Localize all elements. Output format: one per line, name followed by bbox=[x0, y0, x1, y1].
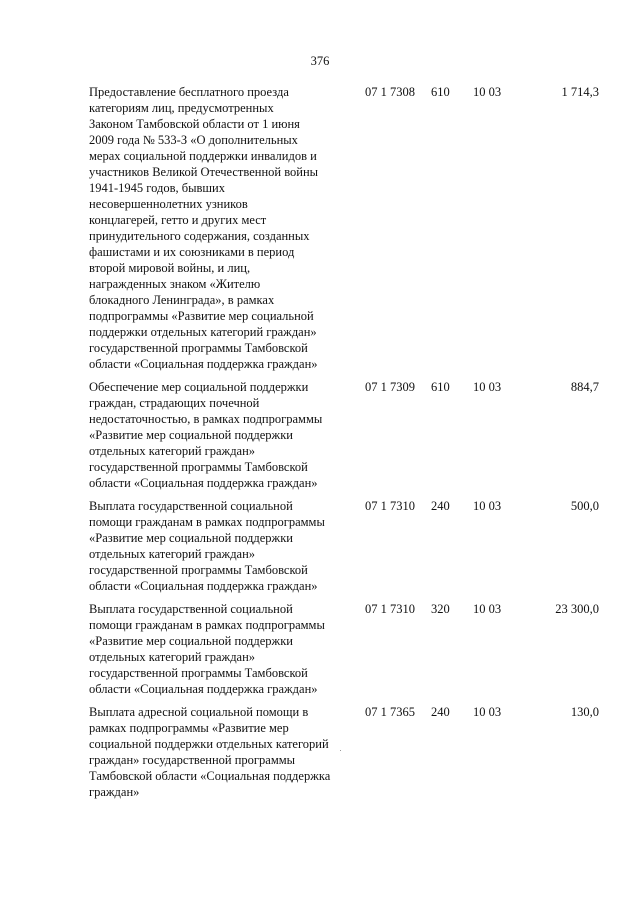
row-description: Предоставление бесплатного проезда категориям лиц, предусмотренных Законом Тамбовской области от 1 июня 2009 года № 533-З «О дополнительных мерах социальной поддержки инвалидов и участников Великой Отечественной войны 1941-1945 годов, бывших несовершеннолетних узников концлагерей, гетто и других мест принудительного содержания, созданных фашистами и их союзниками в период второй мировой войны, и лиц, награжденных знаком «Жителю блокадного Ленинграда», в рамках подпрограммы «Развитие мер социальной поддержки отдельных категорий граждан» государственной программы Тамбовской области «Социальная поддержка граждан» bbox=[89, 85, 319, 371]
row-description: Обеспечение мер социальной поддержки граждан, страдающих почечной недостаточностью, в рамках подпрограммы «Развитие мер социальной поддержки отдельных категорий граждан» государственной программы Тамбовской области «Социальная поддержка граждан» bbox=[89, 380, 323, 490]
table-row bbox=[89, 498, 599, 594]
row-amount: 1 714,3 bbox=[561, 85, 599, 99]
row-expense-type-code: 320 bbox=[431, 602, 450, 616]
row-target-article-code: 07 1 7365 bbox=[365, 705, 415, 719]
table-row bbox=[89, 601, 599, 697]
row-description: Выплата государственной социальной помощи гражданам в рамках подпрограммы «Развитие мер социальной поддержки отдельных категорий граждан» государственной программы Тамбовской области «Социальная поддержка граждан» bbox=[89, 499, 325, 593]
scan-speck bbox=[340, 750, 341, 751]
row-section-code: 10 03 bbox=[473, 380, 502, 394]
budget-table bbox=[89, 84, 599, 807]
row-amount: 884,7 bbox=[570, 380, 599, 394]
row-section-code: 10 03 bbox=[473, 85, 502, 99]
row-expense-type-code: 240 bbox=[431, 705, 450, 719]
row-target-article-code: 07 1 7309 bbox=[365, 380, 415, 394]
row-target-article-code: 07 1 7310 bbox=[365, 602, 415, 616]
row-expense-type-code: 240 bbox=[431, 499, 450, 513]
table-row bbox=[89, 379, 599, 491]
row-section-code: 10 03 bbox=[473, 602, 502, 616]
row-description: Выплата государственной социальной помощи гражданам в рамках подпрограммы «Развитие мер социальной поддержки отдельных категорий граждан» государственной программы Тамбовской области «Социальная поддержка граждан» bbox=[89, 602, 325, 696]
row-expense-type-code: 610 bbox=[431, 380, 450, 394]
row-description: Выплата адресной социальной помощи в рамках подпрограммы «Развитие мер социальной поддержки отдельных категорий граждан» государственной программы Тамбовской области «Социальная поддержка граждан» bbox=[89, 705, 331, 799]
row-amount: 500,0 bbox=[570, 499, 599, 513]
row-amount: 130,0 bbox=[570, 705, 599, 719]
row-amount: 23 300,0 bbox=[555, 602, 599, 616]
row-section-code: 10 03 bbox=[473, 499, 502, 513]
row-expense-type-code: 610 bbox=[431, 85, 450, 99]
row-target-article-code: 07 1 7308 bbox=[365, 85, 415, 99]
table-row bbox=[89, 704, 599, 800]
page-number: 376 bbox=[310, 54, 330, 68]
row-section-code: 10 03 bbox=[473, 705, 502, 719]
row-target-article-code: 07 1 7310 bbox=[365, 499, 415, 513]
table-row bbox=[89, 84, 599, 372]
